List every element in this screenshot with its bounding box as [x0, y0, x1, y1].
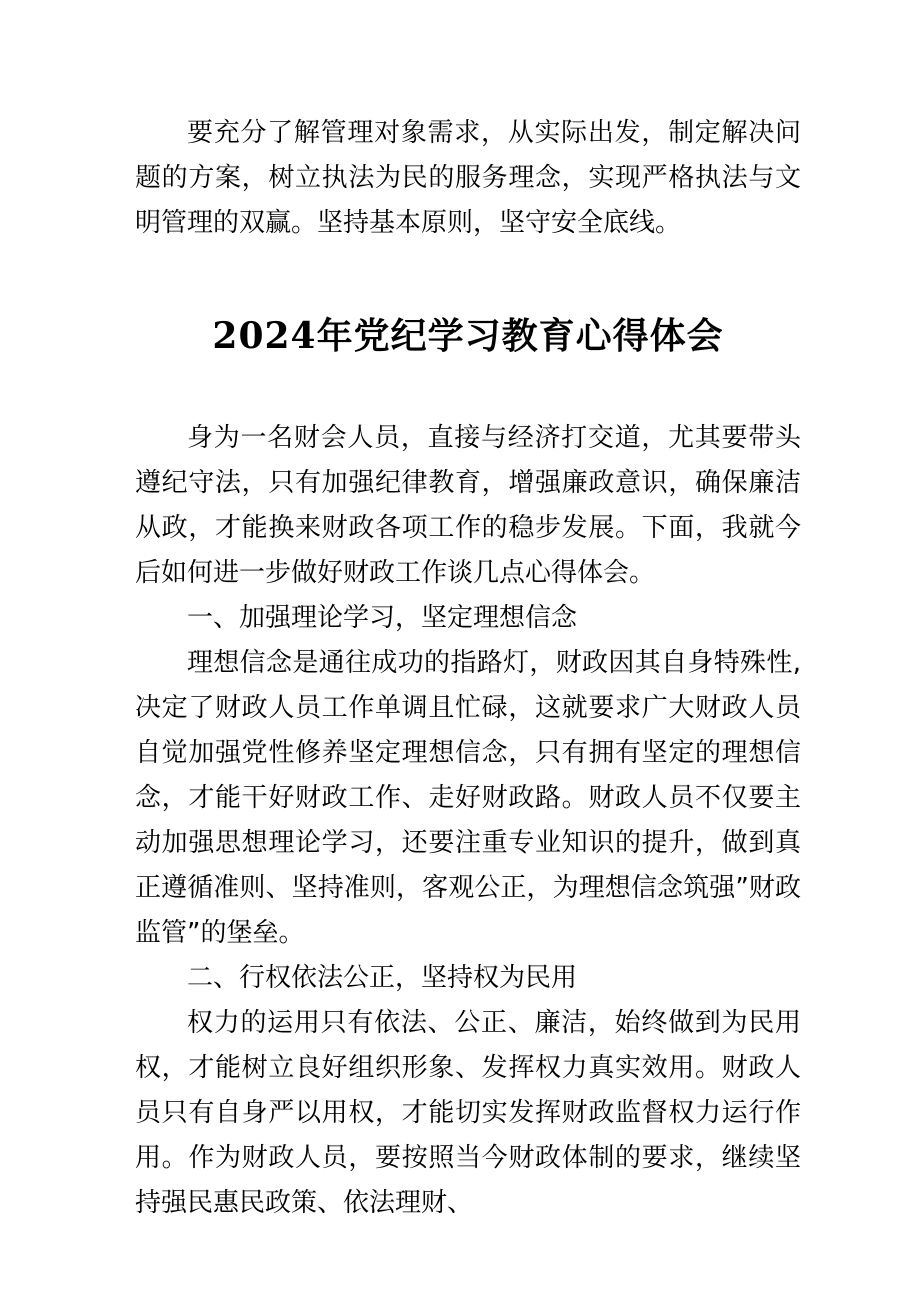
document-title: 2024年党纪学习教育心得体会 — [212, 315, 724, 357]
document-body — [135, 111, 801, 1226]
section-body-2: 权力的运用只有依法、公正、廉洁，始终做到为民用权，才能树立良好组织形象、发挥权力真实效用。财政人员只有自身严以用权，才能切实发挥财政监督权力运行作用。作为财政人员，要按照当今财政体制的要求，继续坚持强民惠民政策、依法理财、 — [135, 1008, 801, 1218]
intro-paragraph: 要充分了解管理对象需求，从实际出发，制定解决问题的方案，树立执法为民的服务理念，实现严格执法与文明管理的双赢。坚持基本原则，坚守安全底线。 — [135, 118, 801, 238]
section-body-1: 理想信念是通往成功的指路灯，财政因其自身特殊性,决定了财政人员工作单调且忙碌，这就要求广大财政人员自觉加强党性修养坚定理想信念，只有拥有坚定的理想信念，才能干好财政工作、走好财政路。财政人员不仅要主动加强思想理论学习，还要注重专业知识的提升，做到真正遵循准则、坚持准则，客观公正，为理想信念筑强”财政监管”的堡垒。 — [135, 648, 801, 948]
opening-paragraph: 身为一名财会人员，直接与经济打交道，尤其要带头遵纪守法，只有加强纪律教育，增强廉政意识，确保廉洁从政，才能换来财政各项工作的稳步发展。下面，我就今后如何进一步做好财政工作谈几点心得体会。 — [135, 423, 801, 588]
section-heading-2: 二、行权依法公正，坚持权为民用 — [187, 963, 578, 993]
section-heading-1: 一、加强理论学习，坚定理想信念 — [187, 603, 578, 633]
